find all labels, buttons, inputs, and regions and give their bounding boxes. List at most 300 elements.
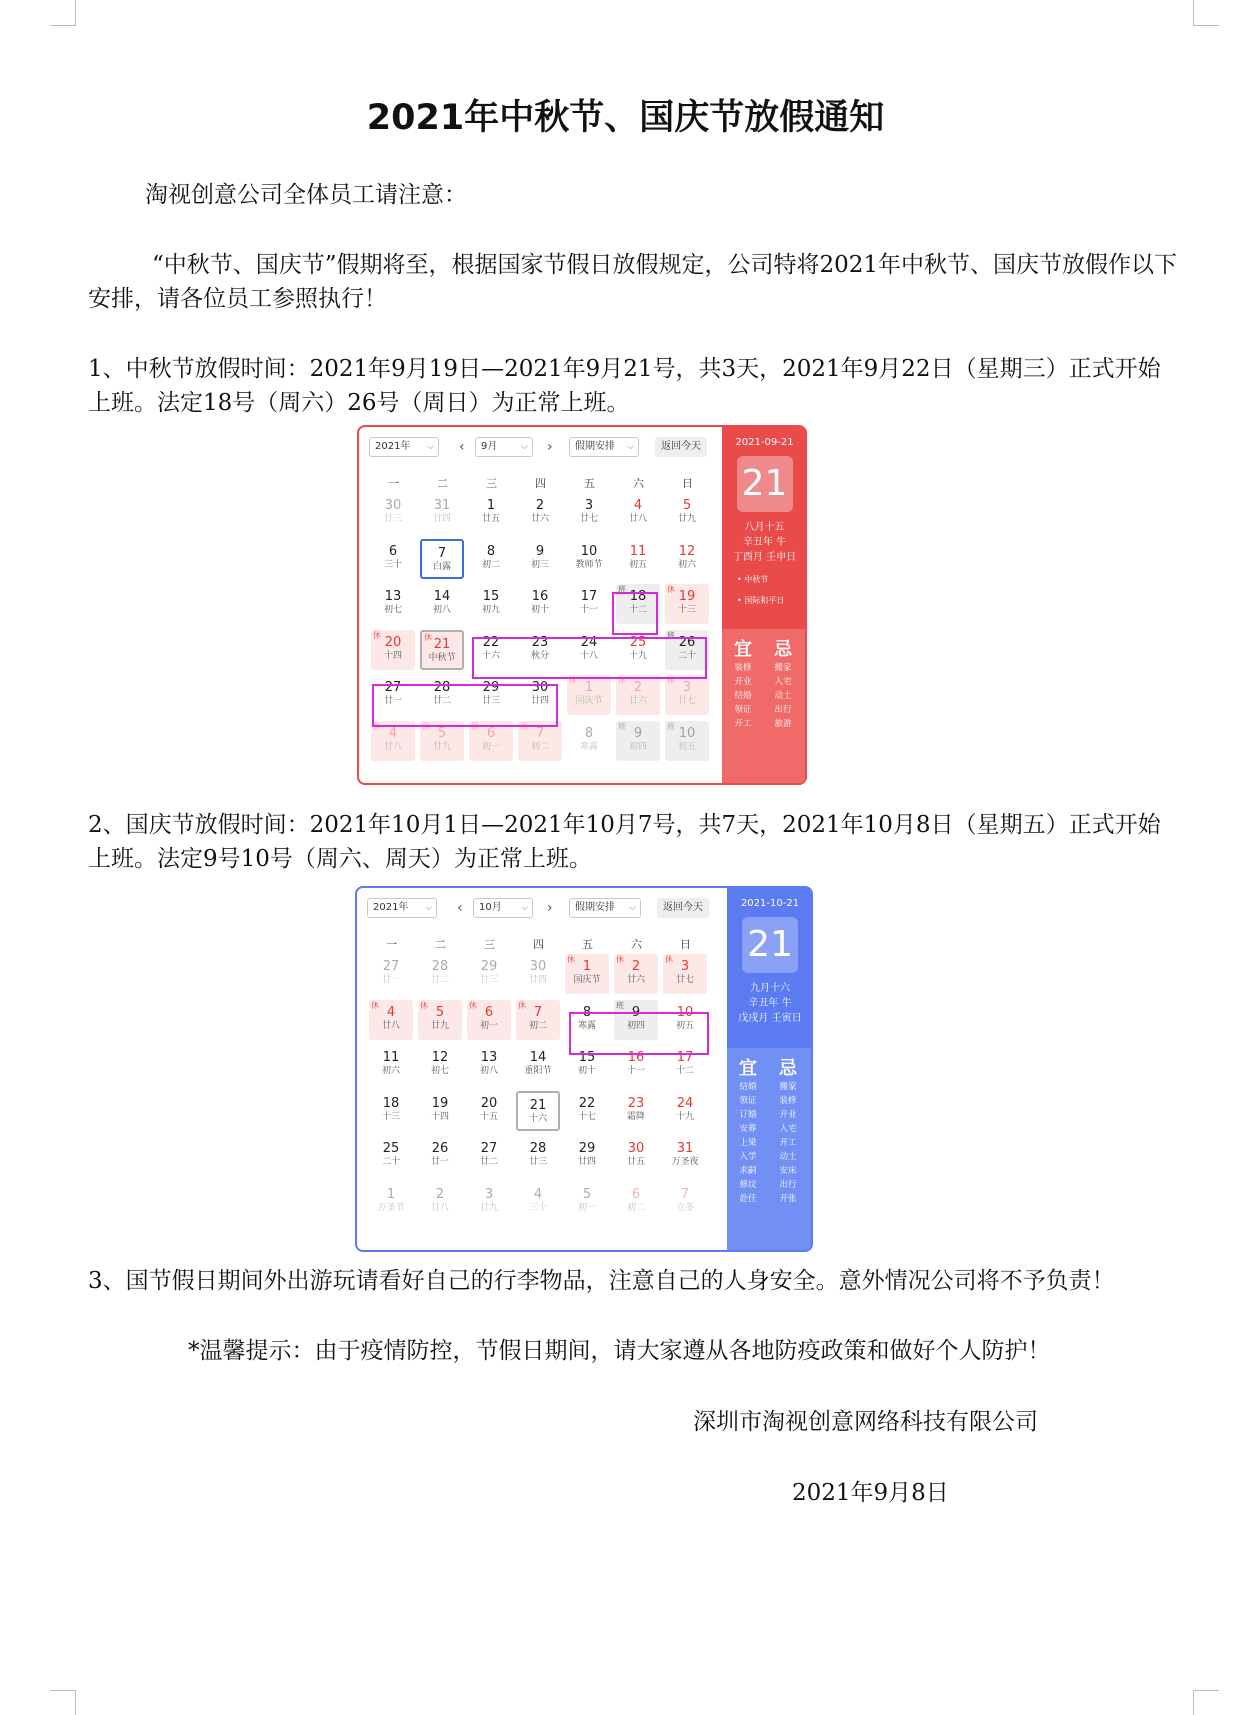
day-number: 25 <box>382 1141 400 1156</box>
work-tag: 班 <box>667 721 675 731</box>
ji-item: 搬家 <box>779 1082 797 1092</box>
day-number: 27 <box>382 959 400 974</box>
lunar-label: 初二 <box>481 559 500 570</box>
day-cell[interactable] <box>418 1182 462 1222</box>
lunar-label: 廿一 <box>381 975 400 985</box>
work-tag: 班 <box>618 721 626 731</box>
day-number: 21 <box>529 1097 547 1113</box>
day-number: 2 <box>631 959 641 974</box>
ganzhi-month-day: 戊戌月 壬寅日 <box>738 1013 802 1024</box>
holiday-select-value: 假期安排 <box>575 441 615 452</box>
highlight-box <box>472 634 707 679</box>
lunar-label: 十四 <box>383 650 402 661</box>
day-number: 16 <box>627 1050 645 1065</box>
next-month-arrow-icon[interactable]: › <box>547 900 553 916</box>
day-cell[interactable] <box>665 675 709 715</box>
lunar-label: 廿三 <box>383 514 402 524</box>
day-number: 15 <box>482 589 500 604</box>
mid-autumn-paragraph: 1、中秋节放假时间：2021年9月19日—2021年9月21号，共3天，2021年9月22日（星期三）正式开始上班。法定18号（周六）26号（周日）为正常上班。 <box>88 356 1161 416</box>
day-number: 9 <box>535 543 545 559</box>
lunar-label: 秋分 <box>530 650 549 661</box>
day-number: 17 <box>676 1050 694 1065</box>
day-cell[interactable] <box>467 1182 511 1222</box>
yi-label: 宜 <box>734 639 752 660</box>
ji-item: 动土 <box>779 1152 797 1162</box>
highlight-box <box>612 592 658 635</box>
day-number: 3 <box>682 680 692 695</box>
day-number: 9 <box>631 1004 641 1020</box>
lunar-label: 廿三 <box>479 975 498 985</box>
lunar-label: 初一 <box>577 1202 596 1213</box>
day-cell[interactable] <box>467 1136 511 1176</box>
day-number: 1 <box>582 959 592 974</box>
day-cell[interactable] <box>467 1091 511 1131</box>
day-number: 4 <box>386 1004 396 1020</box>
lunar-label: 廿八 <box>381 1020 400 1031</box>
day-number: 28 <box>433 680 451 695</box>
day-number: 10 <box>676 1004 694 1020</box>
day-number: 2 <box>633 680 643 695</box>
ji-item: 动土 <box>774 691 792 701</box>
day-number: 5 <box>437 725 447 741</box>
weekday-label: 日 <box>680 938 691 951</box>
day-cell[interactable] <box>565 954 609 994</box>
holiday-select[interactable] <box>569 898 641 918</box>
day-number: 19 <box>431 1095 449 1111</box>
festival-item: • 中秋节 <box>737 575 769 584</box>
lunar-label: 廿二 <box>432 696 451 706</box>
lunar-label: 初三 <box>530 559 549 570</box>
lunar-label: 初十 <box>577 1066 596 1076</box>
signature-date: 2021年9月8日 <box>792 1480 949 1506</box>
day-cell[interactable] <box>516 1045 560 1085</box>
lunar-label: 十三 <box>677 605 696 615</box>
work-tag: 班 <box>618 585 626 594</box>
day-number: 8 <box>486 543 496 559</box>
day-number: 10 <box>678 725 696 741</box>
day-cell[interactable] <box>369 1045 413 1085</box>
national-day-paragraph: 2、国庆节放假时间：2021年10月1日—2021年10月7号，共7天，2021年10月8日（星期五）正式开始上班。法定9号10号（周六、周天）为正常上班。 <box>88 812 1161 872</box>
lunar-date: 八月十五 <box>744 522 785 533</box>
day-cell[interactable] <box>420 630 464 670</box>
day-cell[interactable] <box>469 584 513 624</box>
weekday-label: 二 <box>437 477 448 490</box>
day-number: 6 <box>388 543 398 559</box>
back-to-today-button[interactable]: 返回今天 <box>657 898 709 918</box>
day-cell[interactable] <box>371 493 415 533</box>
weekday-label: 六 <box>633 477 644 490</box>
lunar-label: 初二 <box>530 741 549 752</box>
yi-item: 装修 <box>734 663 752 673</box>
ganzhi-year: 辛丑年 牛 <box>748 998 792 1009</box>
rest-tag: 休 <box>616 955 624 964</box>
yi-item: 结婚 <box>734 691 752 701</box>
yi-item: 结婚 <box>739 1082 757 1092</box>
day-cell[interactable] <box>616 539 660 579</box>
day-number: 7 <box>437 545 447 561</box>
day-cell[interactable] <box>467 1000 511 1040</box>
day-cell[interactable] <box>420 493 464 533</box>
day-number: 28 <box>431 959 449 974</box>
lunar-label: 初五 <box>677 741 696 752</box>
lunar-label: 十八 <box>579 650 598 661</box>
day-number: 6 <box>484 1004 494 1020</box>
day-cell[interactable] <box>469 493 513 533</box>
day-number: 9 <box>633 725 643 741</box>
chevron-down-icon: ⌵ <box>427 442 434 452</box>
lunar-label: 国庆节 <box>573 975 601 985</box>
day-number: 27 <box>384 680 402 695</box>
lunar-label: 立冬 <box>675 1202 694 1213</box>
yi-item: 赴任 <box>739 1194 757 1204</box>
lunar-label: 廿九 <box>432 741 451 752</box>
weekday-label: 四 <box>535 477 546 490</box>
rest-tag: 休 <box>373 721 381 731</box>
day-number: 30 <box>384 498 402 513</box>
day-cell[interactable] <box>663 1136 707 1176</box>
day-cell[interactable] <box>469 539 513 579</box>
ji-label: 忌 <box>779 1058 797 1079</box>
weekday-label: 二 <box>435 938 446 951</box>
day-cell[interactable] <box>420 584 464 624</box>
lunar-label: 廿一 <box>383 696 402 706</box>
day-cell[interactable] <box>467 954 511 994</box>
day-number: 3 <box>584 498 594 513</box>
yi-item: 订婚 <box>739 1110 757 1120</box>
lunar-label: 十二 <box>628 605 647 615</box>
ji-item: 开工 <box>779 1138 797 1148</box>
day-cell[interactable] <box>616 675 660 715</box>
day-cell[interactable] <box>516 1000 560 1040</box>
day-cell[interactable] <box>616 721 660 761</box>
yi-item: 上梁 <box>739 1138 757 1148</box>
day-cell[interactable] <box>565 1182 609 1222</box>
lunar-label: 初五 <box>628 559 647 570</box>
day-cell[interactable] <box>369 1091 413 1131</box>
date-detail-panel <box>727 888 813 1250</box>
rest-tag: 休 <box>520 721 528 731</box>
month-select[interactable] <box>473 898 533 918</box>
lunar-label: 万圣夜 <box>671 1157 699 1167</box>
yi-item: 开工 <box>734 719 752 729</box>
lunar-label: 初九 <box>481 605 500 615</box>
day-cell[interactable] <box>663 954 707 994</box>
day-number: 21 <box>433 636 451 652</box>
day-cell[interactable] <box>616 493 660 533</box>
lunar-label: 十一 <box>626 1066 645 1076</box>
day-cell[interactable] <box>371 584 415 624</box>
lunar-label: 廿四 <box>528 975 547 985</box>
day-number: 16 <box>531 589 549 604</box>
prev-month-arrow-icon[interactable]: ‹ <box>459 439 465 455</box>
ji-item: 出行 <box>779 1180 797 1190</box>
day-number: 26 <box>678 634 696 650</box>
day-cell[interactable] <box>665 584 709 624</box>
year-select[interactable] <box>367 898 437 918</box>
lunar-label: 廿八 <box>628 514 647 524</box>
day-number: 29 <box>578 1141 596 1156</box>
yi-ji-panel <box>727 1048 813 1250</box>
day-number: 2 <box>435 1186 445 1202</box>
day-number: 7 <box>680 1186 690 1202</box>
prev-month-arrow-icon[interactable]: ‹ <box>457 900 463 916</box>
rest-tag: 休 <box>422 721 430 731</box>
selected-day-number: 21 <box>737 456 793 512</box>
yi-list <box>728 661 758 731</box>
day-cell[interactable] <box>663 1182 707 1222</box>
lunar-label: 国庆节 <box>575 696 603 706</box>
ji-item: 旅游 <box>774 719 792 729</box>
lunar-label: 廿二 <box>479 1157 498 1167</box>
ji-item: 入宅 <box>779 1124 797 1134</box>
lunar-label: 初七 <box>430 1066 449 1076</box>
ji-item: 开业 <box>779 1110 797 1120</box>
ji-item: 入宅 <box>774 677 792 687</box>
chevron-down-icon: ⌵ <box>521 442 528 452</box>
day-number: 24 <box>676 1095 694 1111</box>
day-cell[interactable] <box>565 1136 609 1176</box>
day-cell[interactable] <box>665 539 709 579</box>
rest-tag: 休 <box>667 585 675 594</box>
day-number: 22 <box>578 1095 596 1111</box>
day-number: 5 <box>682 498 692 513</box>
day-number: 25 <box>629 634 647 650</box>
day-number: 10 <box>580 543 598 559</box>
day-cell[interactable] <box>663 1091 707 1131</box>
document-title: 2021年中秋节、国庆节放假通知 <box>366 98 885 138</box>
lunar-label: 十五 <box>479 1111 498 1122</box>
rest-tag: 休 <box>567 955 575 964</box>
lunar-label: 廿五 <box>481 514 500 524</box>
day-number: 30 <box>531 680 549 695</box>
lunar-label: 廿九 <box>677 514 696 524</box>
lunar-label: 十三 <box>381 1111 400 1122</box>
yi-item: 安葬 <box>739 1124 757 1134</box>
chevron-down-icon: ⌵ <box>521 903 528 913</box>
day-cell[interactable] <box>567 584 611 624</box>
day-cell[interactable] <box>418 1045 462 1085</box>
lunar-label: 廿七 <box>579 514 598 524</box>
day-cell[interactable] <box>369 1182 413 1222</box>
lunar-label: 初十 <box>530 605 549 615</box>
yi-item: 入学 <box>739 1152 757 1162</box>
day-cell[interactable] <box>518 539 562 579</box>
date-detail-panel <box>722 427 807 783</box>
lunar-label: 廿七 <box>675 975 694 985</box>
day-cell[interactable] <box>614 1091 658 1131</box>
day-number: 3 <box>484 1186 494 1202</box>
day-cell[interactable] <box>614 1182 658 1222</box>
day-cell[interactable] <box>369 1000 413 1040</box>
next-month-arrow-icon[interactable]: › <box>547 439 553 455</box>
day-cell[interactable] <box>567 721 611 761</box>
day-number: 1 <box>584 680 594 695</box>
lunar-label: 初二 <box>528 1020 547 1031</box>
day-cell[interactable] <box>567 539 611 579</box>
month-select-value: 9月 <box>481 441 498 452</box>
ji-label: 忌 <box>774 639 792 660</box>
day-cell[interactable] <box>418 1091 462 1131</box>
lunar-label: 万圣节 <box>377 1202 405 1213</box>
chevron-down-icon: ⌵ <box>629 903 636 913</box>
chevron-down-icon: ⌵ <box>425 903 432 913</box>
lunar-label: 十六 <box>481 650 500 661</box>
lunar-label: 十六 <box>528 1113 547 1124</box>
rest-tag: 休 <box>469 1000 477 1010</box>
lunar-label: 廿一 <box>430 1157 449 1167</box>
day-cell[interactable] <box>614 954 658 994</box>
lunar-label: 霜降 <box>626 1111 645 1122</box>
lunar-label: 廿六 <box>530 514 549 524</box>
lunar-label: 寒露 <box>577 1020 596 1031</box>
day-cell[interactable] <box>420 539 464 579</box>
day-number: 19 <box>678 589 696 604</box>
year-select-value: 2021年 <box>375 441 411 452</box>
day-number: 31 <box>676 1141 694 1156</box>
rest-tag: 休 <box>667 676 675 685</box>
lunar-label: 二十 <box>677 650 696 661</box>
ji-list <box>773 1080 803 1206</box>
holiday-select[interactable] <box>569 437 639 457</box>
lunar-label: 廿四 <box>577 1157 596 1167</box>
day-number: 4 <box>388 725 398 741</box>
ji-item: 搬家 <box>774 663 792 673</box>
lunar-label: 初一 <box>481 741 500 752</box>
day-number: 27 <box>480 1141 498 1156</box>
day-cell[interactable] <box>369 954 413 994</box>
day-number: 1 <box>486 498 496 513</box>
day-number: 7 <box>533 1004 543 1020</box>
month-select[interactable] <box>475 437 533 457</box>
day-cell[interactable] <box>614 1136 658 1176</box>
rest-tag: 休 <box>569 676 577 685</box>
lunar-label: 廿三 <box>481 696 500 706</box>
day-number: 20 <box>384 634 402 650</box>
ji-item: 装修 <box>779 1096 797 1106</box>
festival-item: • 国际和平日 <box>737 596 785 605</box>
ji-list <box>768 661 798 731</box>
weekday-label: 五 <box>584 477 595 490</box>
lunar-label: 初二 <box>626 1202 645 1213</box>
rest-tag: 休 <box>371 1000 379 1010</box>
lunar-label: 廿九 <box>430 1020 449 1031</box>
crop-mark <box>50 0 76 26</box>
lunar-label: 十二 <box>675 1066 694 1076</box>
day-cell[interactable] <box>518 584 562 624</box>
lunar-label: 十一 <box>579 605 598 615</box>
back-to-today-button[interactable]: 返回今天 <box>655 437 707 457</box>
day-cell[interactable] <box>665 721 709 761</box>
day-cell[interactable] <box>567 675 611 715</box>
day-number: 26 <box>431 1141 449 1156</box>
yi-item: 求嗣 <box>739 1166 757 1176</box>
day-number: 22 <box>482 634 500 650</box>
company-signature: 深圳市淘视创意网络科技有限公司 <box>693 1409 1038 1435</box>
lunar-label: 初七 <box>383 605 402 615</box>
weekday-label: 一 <box>388 477 399 490</box>
lunar-label: 初六 <box>381 1066 400 1076</box>
lunar-label: 廿三 <box>528 1157 547 1167</box>
yi-item: 领证 <box>734 705 752 715</box>
day-cell[interactable] <box>418 1136 462 1176</box>
day-number: 11 <box>629 543 647 559</box>
year-select[interactable] <box>369 437 439 457</box>
lunar-label: 初四 <box>628 741 647 752</box>
selected-date: 2021-09-21 <box>735 437 794 448</box>
day-number: 24 <box>580 634 598 650</box>
lunar-label: 十九 <box>628 650 647 661</box>
selected-day-number: 21 <box>742 917 798 973</box>
day-cell[interactable] <box>371 630 415 670</box>
work-tag: 班 <box>616 1000 624 1010</box>
lunar-label: 廿八 <box>383 741 402 752</box>
day-cell[interactable] <box>467 1045 511 1085</box>
day-number: 4 <box>633 498 643 513</box>
crop-mark <box>1193 1690 1219 1715</box>
day-cell[interactable] <box>565 1091 609 1131</box>
day-cell[interactable] <box>369 1136 413 1176</box>
day-number: 3 <box>680 959 690 974</box>
lunar-label: 十九 <box>675 1111 694 1122</box>
day-number: 5 <box>435 1004 445 1020</box>
day-cell[interactable] <box>516 1182 560 1222</box>
crop-mark <box>1193 0 1219 26</box>
yi-item: 领证 <box>739 1096 757 1106</box>
yi-label: 宜 <box>739 1058 757 1079</box>
weekday-label: 四 <box>533 938 544 951</box>
intro-paragraph: “中秋节、国庆节”假期将至，根据国家节假日放假规定，公司特将2021年中秋节、国庆节放假作以下安排，请各位员工参照执行！ <box>88 252 1178 312</box>
lunar-label: 初六 <box>677 559 696 570</box>
lunar-label: 廿四 <box>432 514 451 524</box>
weekday-label: 五 <box>582 938 593 951</box>
day-number: 20 <box>480 1095 498 1111</box>
day-cell[interactable] <box>371 539 415 579</box>
calendar-september <box>357 425 807 785</box>
lunar-label: 初五 <box>675 1020 694 1031</box>
day-cell[interactable] <box>516 1136 560 1176</box>
day-number: 13 <box>384 589 402 604</box>
day-cell[interactable] <box>518 493 562 533</box>
lunar-label: 初八 <box>479 1066 498 1076</box>
ganzhi-year: 辛丑年 牛 <box>742 537 787 548</box>
day-cell[interactable] <box>516 954 560 994</box>
rest-tag: 休 <box>420 1000 428 1010</box>
day-number: 18 <box>382 1095 400 1111</box>
yi-item: 开业 <box>734 677 752 687</box>
day-cell[interactable] <box>516 1091 560 1131</box>
day-number: 6 <box>486 725 496 741</box>
day-number: 29 <box>480 959 498 974</box>
selected-date: 2021-10-21 <box>740 898 800 909</box>
day-cell[interactable] <box>418 954 462 994</box>
lunar-label: 十四 <box>430 1111 449 1122</box>
yi-item: 修坟 <box>739 1180 757 1190</box>
lunar-label: 初八 <box>432 605 451 615</box>
greeting: 淘视创意公司全体员工请注意： <box>145 182 467 208</box>
day-number: 2 <box>535 498 545 513</box>
ganzhi-month-day: 丁酉月 壬申日 <box>732 552 797 563</box>
day-number: 11 <box>382 1050 400 1065</box>
day-number: 17 <box>580 589 598 604</box>
day-cell[interactable] <box>418 1000 462 1040</box>
chevron-down-icon: ⌵ <box>627 442 634 452</box>
lunar-label: 廿五 <box>626 1157 645 1167</box>
day-cell[interactable] <box>665 493 709 533</box>
weekday-label: 三 <box>484 938 495 951</box>
rest-tag: 休 <box>424 632 432 642</box>
lunar-label: 廿六 <box>626 975 645 985</box>
day-cell[interactable] <box>567 493 611 533</box>
